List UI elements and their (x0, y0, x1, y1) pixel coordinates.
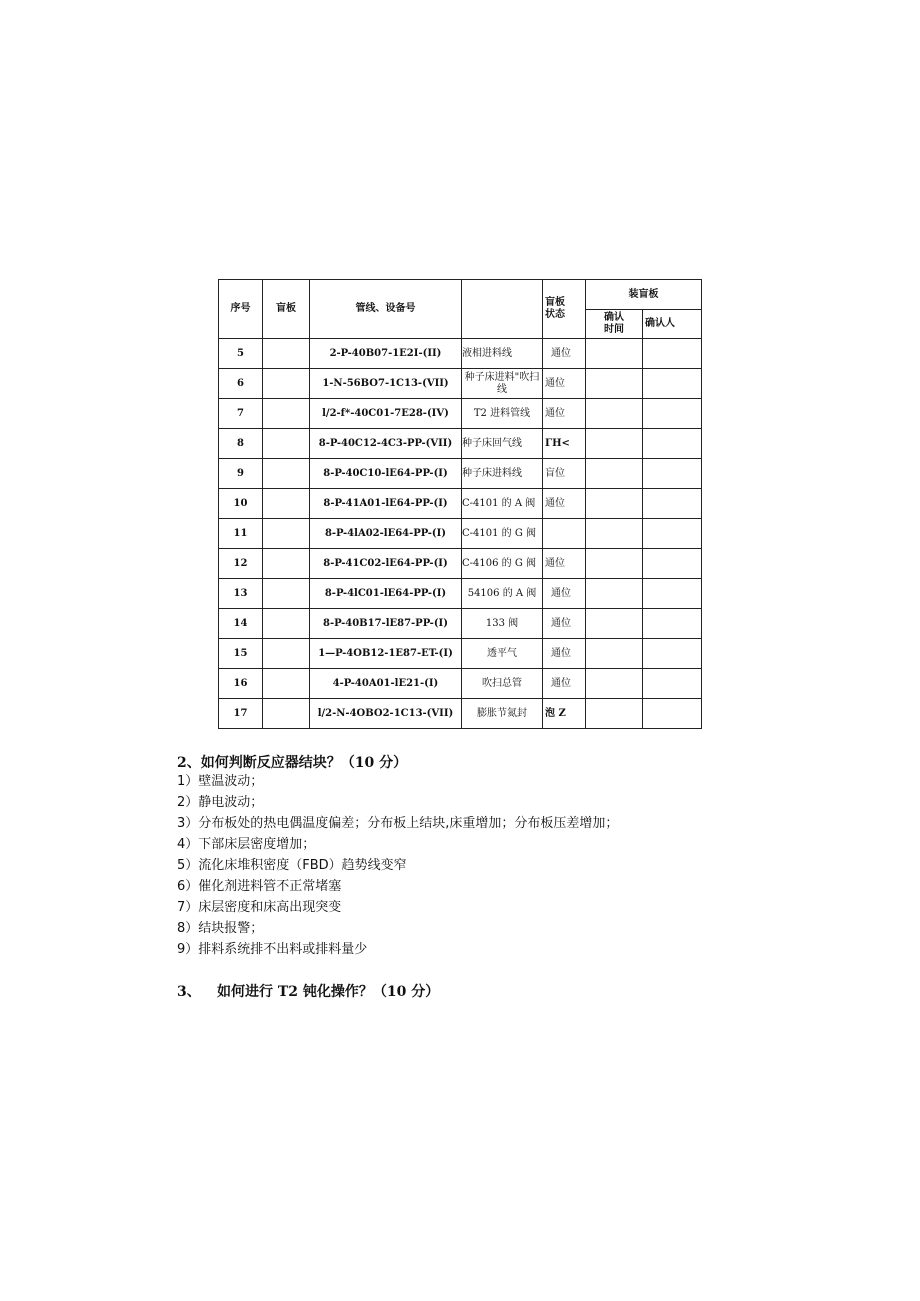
cell-blind (263, 699, 310, 729)
cell-confirm-time (586, 519, 643, 549)
cell-confirm-person (643, 639, 702, 669)
cell-desc: 膨胀节氮封 (462, 699, 543, 729)
cell-confirm-time (586, 339, 643, 369)
cell-confirm-time (586, 369, 643, 399)
cell-state: 通位 (543, 339, 586, 369)
cell-seq: 10 (219, 489, 263, 519)
table-row (219, 339, 702, 369)
cell-seq: 14 (219, 609, 263, 639)
cell-confirm-time (586, 579, 643, 609)
table-row (219, 519, 702, 549)
cell-pipe: 1—P-4OB12-1E87-ET-(I) (310, 639, 462, 669)
cell-confirm-person (643, 669, 702, 699)
cell-confirm-person (643, 339, 702, 369)
cell-desc: 吹扫总管 (462, 669, 543, 699)
blind-plate-table (218, 279, 702, 729)
answer-item: 8）结块报警； (177, 921, 264, 936)
cell-confirm-person (643, 519, 702, 549)
table-row (219, 669, 702, 699)
answer-item: 4）下部床层密度增加； (177, 837, 316, 852)
header-seq: 序号 (219, 280, 263, 339)
cell-seq: 11 (219, 519, 263, 549)
cell-confirm-person (643, 699, 702, 729)
cell-confirm-person (643, 549, 702, 579)
table-row (219, 639, 702, 669)
cell-pipe: 4-P-40A01-lE21-(I) (310, 669, 462, 699)
table-row (219, 549, 702, 579)
cell-seq: 13 (219, 579, 263, 609)
cell-confirm-time (586, 459, 643, 489)
cell-blind (263, 429, 310, 459)
header-state: 盲板 状态 (543, 280, 586, 339)
cell-state: 泡 Z (543, 699, 586, 729)
cell-state: 通位 (543, 639, 586, 669)
cell-pipe: l/2-N-4OBO2-1C13-(VII) (310, 699, 462, 729)
cell-blind (263, 639, 310, 669)
cell-confirm-time (586, 399, 643, 429)
cell-state: 通位 (543, 669, 586, 699)
cell-confirm-time (586, 429, 643, 459)
cell-pipe: 8-P-40C10-lE64-PP-(I) (310, 459, 462, 489)
cell-blind (263, 609, 310, 639)
table-row (219, 609, 702, 639)
cell-pipe: 8-P-40C12-4C3-PP-(VII) (310, 429, 462, 459)
cell-desc: 种子床进料线 (462, 459, 543, 489)
table-row (219, 489, 702, 519)
header-desc (462, 280, 543, 339)
cell-seq: 12 (219, 549, 263, 579)
cell-desc: C-4101 的 A 阀 (462, 489, 543, 519)
cell-blind (263, 549, 310, 579)
question-3-text: 如何进行 T2 钝化操作？（10 分） (217, 984, 440, 1000)
cell-pipe: 1-N-56BO7-1C13-(VII) (310, 369, 462, 399)
answer-item: 6）催化剂进料管不正常堵塞 (177, 879, 342, 894)
cell-confirm-person (643, 429, 702, 459)
cell-seq: 7 (219, 399, 263, 429)
cell-seq: 15 (219, 639, 263, 669)
cell-desc: 133 阀 (462, 609, 543, 639)
cell-confirm-person (643, 489, 702, 519)
cell-blind (263, 339, 310, 369)
cell-blind (263, 369, 310, 399)
answer-item: 3）分布板处的热电偶温度偏差；分布板上结块,床重增加；分布板压差增加； (177, 816, 619, 831)
table-row (219, 699, 702, 729)
cell-confirm-person (643, 459, 702, 489)
header-pipe: 管线、设备号 (310, 280, 462, 339)
cell-blind (263, 669, 310, 699)
cell-confirm-person (643, 579, 702, 609)
cell-confirm-time (586, 669, 643, 699)
cell-blind (263, 579, 310, 609)
cell-confirm-time (586, 609, 643, 639)
cell-desc: 透平气 (462, 639, 543, 669)
cell-confirm-time (586, 489, 643, 519)
cell-desc: C-4106 的 G 阀 (462, 549, 543, 579)
cell-desc: 液相进料线 (462, 339, 543, 369)
cell-pipe: 8-P-40B17-lE87-PP-(I) (310, 609, 462, 639)
table-row (219, 369, 702, 399)
cell-state: 通位 (543, 609, 586, 639)
answer-item: 5）流化床堆积密度（FBD）趋势线变窄 (177, 858, 407, 873)
cell-pipe: 8-P-41C02-lE64-PP-(I) (310, 549, 462, 579)
cell-state (543, 519, 586, 549)
cell-confirm-time (586, 549, 643, 579)
table-row (219, 579, 702, 609)
cell-state: 通位 (543, 399, 586, 429)
cell-desc: 种子床回气线 (462, 429, 543, 459)
cell-pipe: l/2-f*-40C01-7E28-(IV) (310, 399, 462, 429)
cell-blind (263, 489, 310, 519)
table-row (219, 399, 702, 429)
cell-seq: 9 (219, 459, 263, 489)
cell-desc: 54106 的 A 阀 (462, 579, 543, 609)
question-3-title (177, 981, 439, 1001)
answer-item: 1）壁温波动； (177, 774, 264, 789)
answer-item: 7）床层密度和床高出现突变 (177, 900, 342, 915)
cell-confirm-time (586, 639, 643, 669)
cell-blind (263, 459, 310, 489)
question-2-title: 2、如何判断反应器结块？（10 分） (177, 755, 408, 771)
answer-item: 2）静电波动； (177, 795, 264, 810)
cell-blind (263, 519, 310, 549)
cell-pipe: 8-P-4lA02-lE64-PP-(I) (310, 519, 462, 549)
cell-seq: 16 (219, 669, 263, 699)
header-confirm-person: 确认人 (643, 310, 702, 339)
cell-confirm-time (586, 699, 643, 729)
cell-desc: T2 进料管线 (462, 399, 543, 429)
table-row (219, 429, 702, 459)
cell-seq: 8 (219, 429, 263, 459)
cell-confirm-person (643, 399, 702, 429)
question-3-number: 3、 (177, 984, 201, 1000)
cell-confirm-person (643, 369, 702, 399)
table-row (219, 459, 702, 489)
header-install: 装盲板 (586, 280, 702, 310)
cell-state: 盲位 (543, 459, 586, 489)
cell-seq: 17 (219, 699, 263, 729)
cell-state: ΓH< (543, 429, 586, 459)
cell-state: 通位 (543, 489, 586, 519)
cell-pipe: 2-P-40B07-1E2I-(II) (310, 339, 462, 369)
answer-item: 9）排料系统排不出料或排料量少 (177, 942, 368, 957)
question-2-answers (177, 771, 618, 960)
cell-state: 通位 (543, 549, 586, 579)
cell-state: 通位 (543, 369, 586, 399)
header-confirm-time: 确认 时间 (586, 310, 643, 339)
cell-seq: 6 (219, 369, 263, 399)
cell-state: 通位 (543, 579, 586, 609)
cell-desc: C-4101 的 G 阀 (462, 519, 543, 549)
cell-pipe: 8-P-4lC01-lE64-PP-(I) (310, 579, 462, 609)
cell-blind (263, 399, 310, 429)
cell-pipe: 8-P-41A01-lE64-PP-(I) (310, 489, 462, 519)
cell-confirm-person (643, 609, 702, 639)
cell-desc: 种子床进料"吹扫线 (462, 369, 543, 399)
cell-seq: 5 (219, 339, 263, 369)
header-blind: 盲板 (263, 280, 310, 339)
